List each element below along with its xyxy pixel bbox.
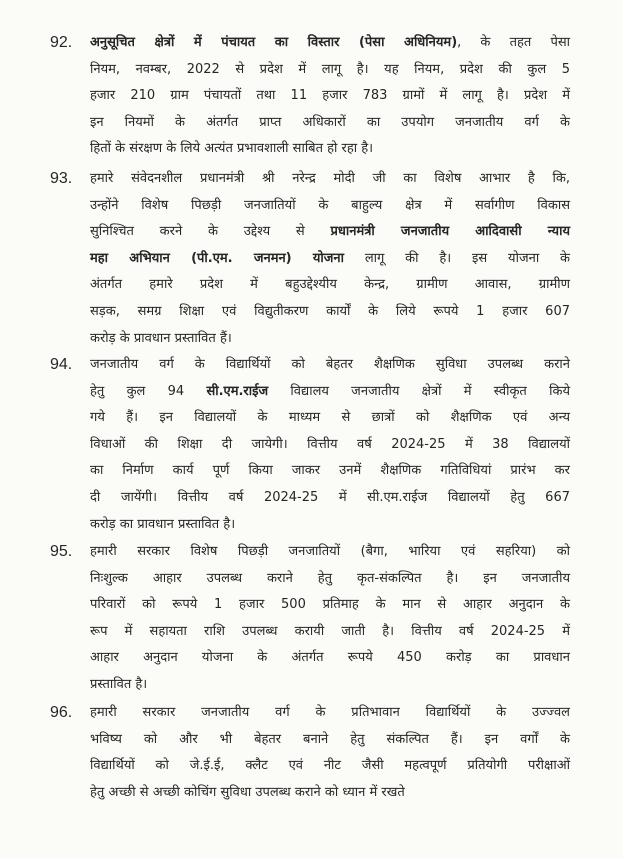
text-segment: परिवारों को रूपये 1 हजार 500 प्रतिमाह के मान से आहार अनुदान के (90, 597, 570, 613)
bold-text: महा अभियान (पी.एम. जनमन) योजना (90, 250, 344, 266)
text-segment: इन नियमों के अंतर्गत प्राप्त अधिकारों का उपयोग जनजातीय वर्ग के (90, 114, 570, 130)
text-segment: सुनिश्चित करने के उद्देश्य से (90, 224, 331, 240)
text-line (90, 619, 570, 645)
text-line (90, 246, 570, 272)
text-segment: , के तहत पेसा (457, 35, 570, 50)
text-segment: हेतु अच्छी से अच्छी कोचिंग सुविधा उपलब्ध कराने को ध्यान में रखते (90, 784, 405, 800)
paragraph-number: 96. (50, 704, 73, 721)
text-segment: रूप में सहायता राशि उपलब्ध करायी जाती है। वित्तीय वर्ष 2024-25 में (90, 623, 570, 639)
text-line (90, 166, 570, 192)
text-line (90, 405, 570, 431)
text-line (90, 592, 570, 618)
text-line (90, 753, 570, 779)
paragraph-number: 94. (50, 356, 73, 373)
text-line (90, 57, 570, 83)
text-line (90, 379, 570, 405)
text-line (90, 645, 570, 671)
text-line (90, 83, 570, 109)
text-line (90, 539, 570, 565)
text-line (90, 326, 570, 352)
text-line (90, 136, 570, 162)
text-segment: सड़क, समग्र शिक्षा एवं विद्युतीकरण कार्यों के लिये रूपये 1 हजार 607 (90, 304, 570, 319)
text-segment: हितों के संरक्षण के लिये अत्यंत प्रभावशाली साबित हो रहा है। (90, 141, 374, 157)
text-segment: विद्यालय जनजातीय क्षेत्रों में स्वीकृत किये (268, 383, 570, 399)
text-line (90, 512, 570, 538)
text-line (90, 566, 570, 592)
bold-text: अनुसूचित क्षेत्रों में पंचायत का विस्तार (पेसा अधिनियम) (90, 35, 458, 50)
text-segment: अंतर्गत हमारे प्रदेश में बहुउद्देश्यीय केन्द्र, ग्रामीण आवास, ग्रामीण (90, 277, 570, 293)
text-line (90, 352, 570, 378)
text-segment: हजार 210 ग्राम पंचायतों तथा 11 हजार 783 ग्रामों में लागू है। प्रदेश में (90, 88, 570, 104)
bold-text: सी.एम.राईज (206, 383, 269, 399)
text-segment: निःशुल्क आहार उपलब्ध कराने हेतु कृत-संकल्पित है। इन जनजातीय (90, 570, 570, 586)
text-segment: आहार अनुदान योजना के अंतर्गत रूपये 450 करोड़ का प्रावधान (90, 650, 570, 666)
text-line (90, 458, 570, 484)
paragraph-number: 95. (50, 543, 73, 560)
text-segment: का निर्माण कार्य पूर्ण किया जाकर उनमें शैक्षणिक गतिविधियां प्रारंभ कर (90, 463, 570, 479)
text-segment: दी जायेंगी। वित्तीय वर्ष 2024-25 में सी.एम.राईज विद्यालयों हेतु 667 (90, 490, 570, 505)
text-segment: विधाओं की शिक्षा दी जायेगी। वित्तीय वर्ष 2024-25 में 38 विद्यालयों (90, 436, 570, 452)
text-segment: हेतु कुल 94 (90, 383, 207, 399)
text-line (90, 193, 570, 219)
text-line (90, 110, 570, 136)
text-segment: उन्होंने विशेष पिछड़ी जनजातियों के बाहुल्य क्षेत्र में सर्वागीण विकास (90, 197, 570, 213)
text-line (90, 219, 570, 245)
text-segment: जनजातीय वर्ग के विद्यार्थियों को बेहतर शैक्षणिक सुविधा उपलब्ध कराने (90, 357, 570, 372)
text-line (90, 30, 570, 56)
text-line (90, 299, 570, 325)
text-segment: नियम, नवम्बर, 2022 से प्रदेश में लागू है। यह नियम, प्रदेश की कुल 5 (90, 61, 570, 77)
text-line (90, 780, 570, 806)
paragraph-number: 92. (50, 34, 73, 51)
paragraph-number: 93. (50, 170, 73, 187)
text-segment: गये हैं। इन विद्यालयों के माध्यम से छात्रों को शैक्षणिक एवं अन्य (90, 410, 570, 426)
text-line (90, 727, 570, 753)
text-segment: करोड़ का प्रावधान प्रस्तावित है। (90, 516, 236, 532)
text-segment: करोड़ के प्रावधान प्रस्तावित हैं। (90, 330, 232, 346)
text-line (90, 485, 570, 511)
bold-text: प्रधानमंत्री जनजातीय आदिवासी न्याय (330, 224, 571, 240)
text-segment: हमारी सरकार जनजातीय वर्ग के प्रतिभावान विद्यार्थियों के उज्ज्वल (90, 705, 570, 720)
text-segment: हमारे संवेदनशील प्रधानमंत्री श्री नरेन्द्र मोदी जी का विशेष आभार है कि, (90, 171, 570, 186)
text-line (90, 432, 570, 458)
text-line (90, 272, 570, 298)
text-segment: प्रस्तावित है। (90, 677, 148, 692)
text-segment: हमारी सरकार विशेष पिछड़ी जनजातियों (बैगा, भारिया एवं सहरिया) को (90, 544, 570, 559)
text-line (90, 672, 570, 698)
text-segment: लागू की है। इस योजना के (344, 250, 571, 266)
text-segment: भविष्य को और भी बेहतर बनाने हेतु संकल्पित हैं। इन वर्गों के (90, 731, 570, 747)
text-line (90, 700, 570, 726)
text-segment: विद्यार्थियों को जे.ई.ई, क्लैट एवं नीट जैसी महत्वपूर्ण प्रतियोगी परीक्षाओं (90, 758, 570, 774)
